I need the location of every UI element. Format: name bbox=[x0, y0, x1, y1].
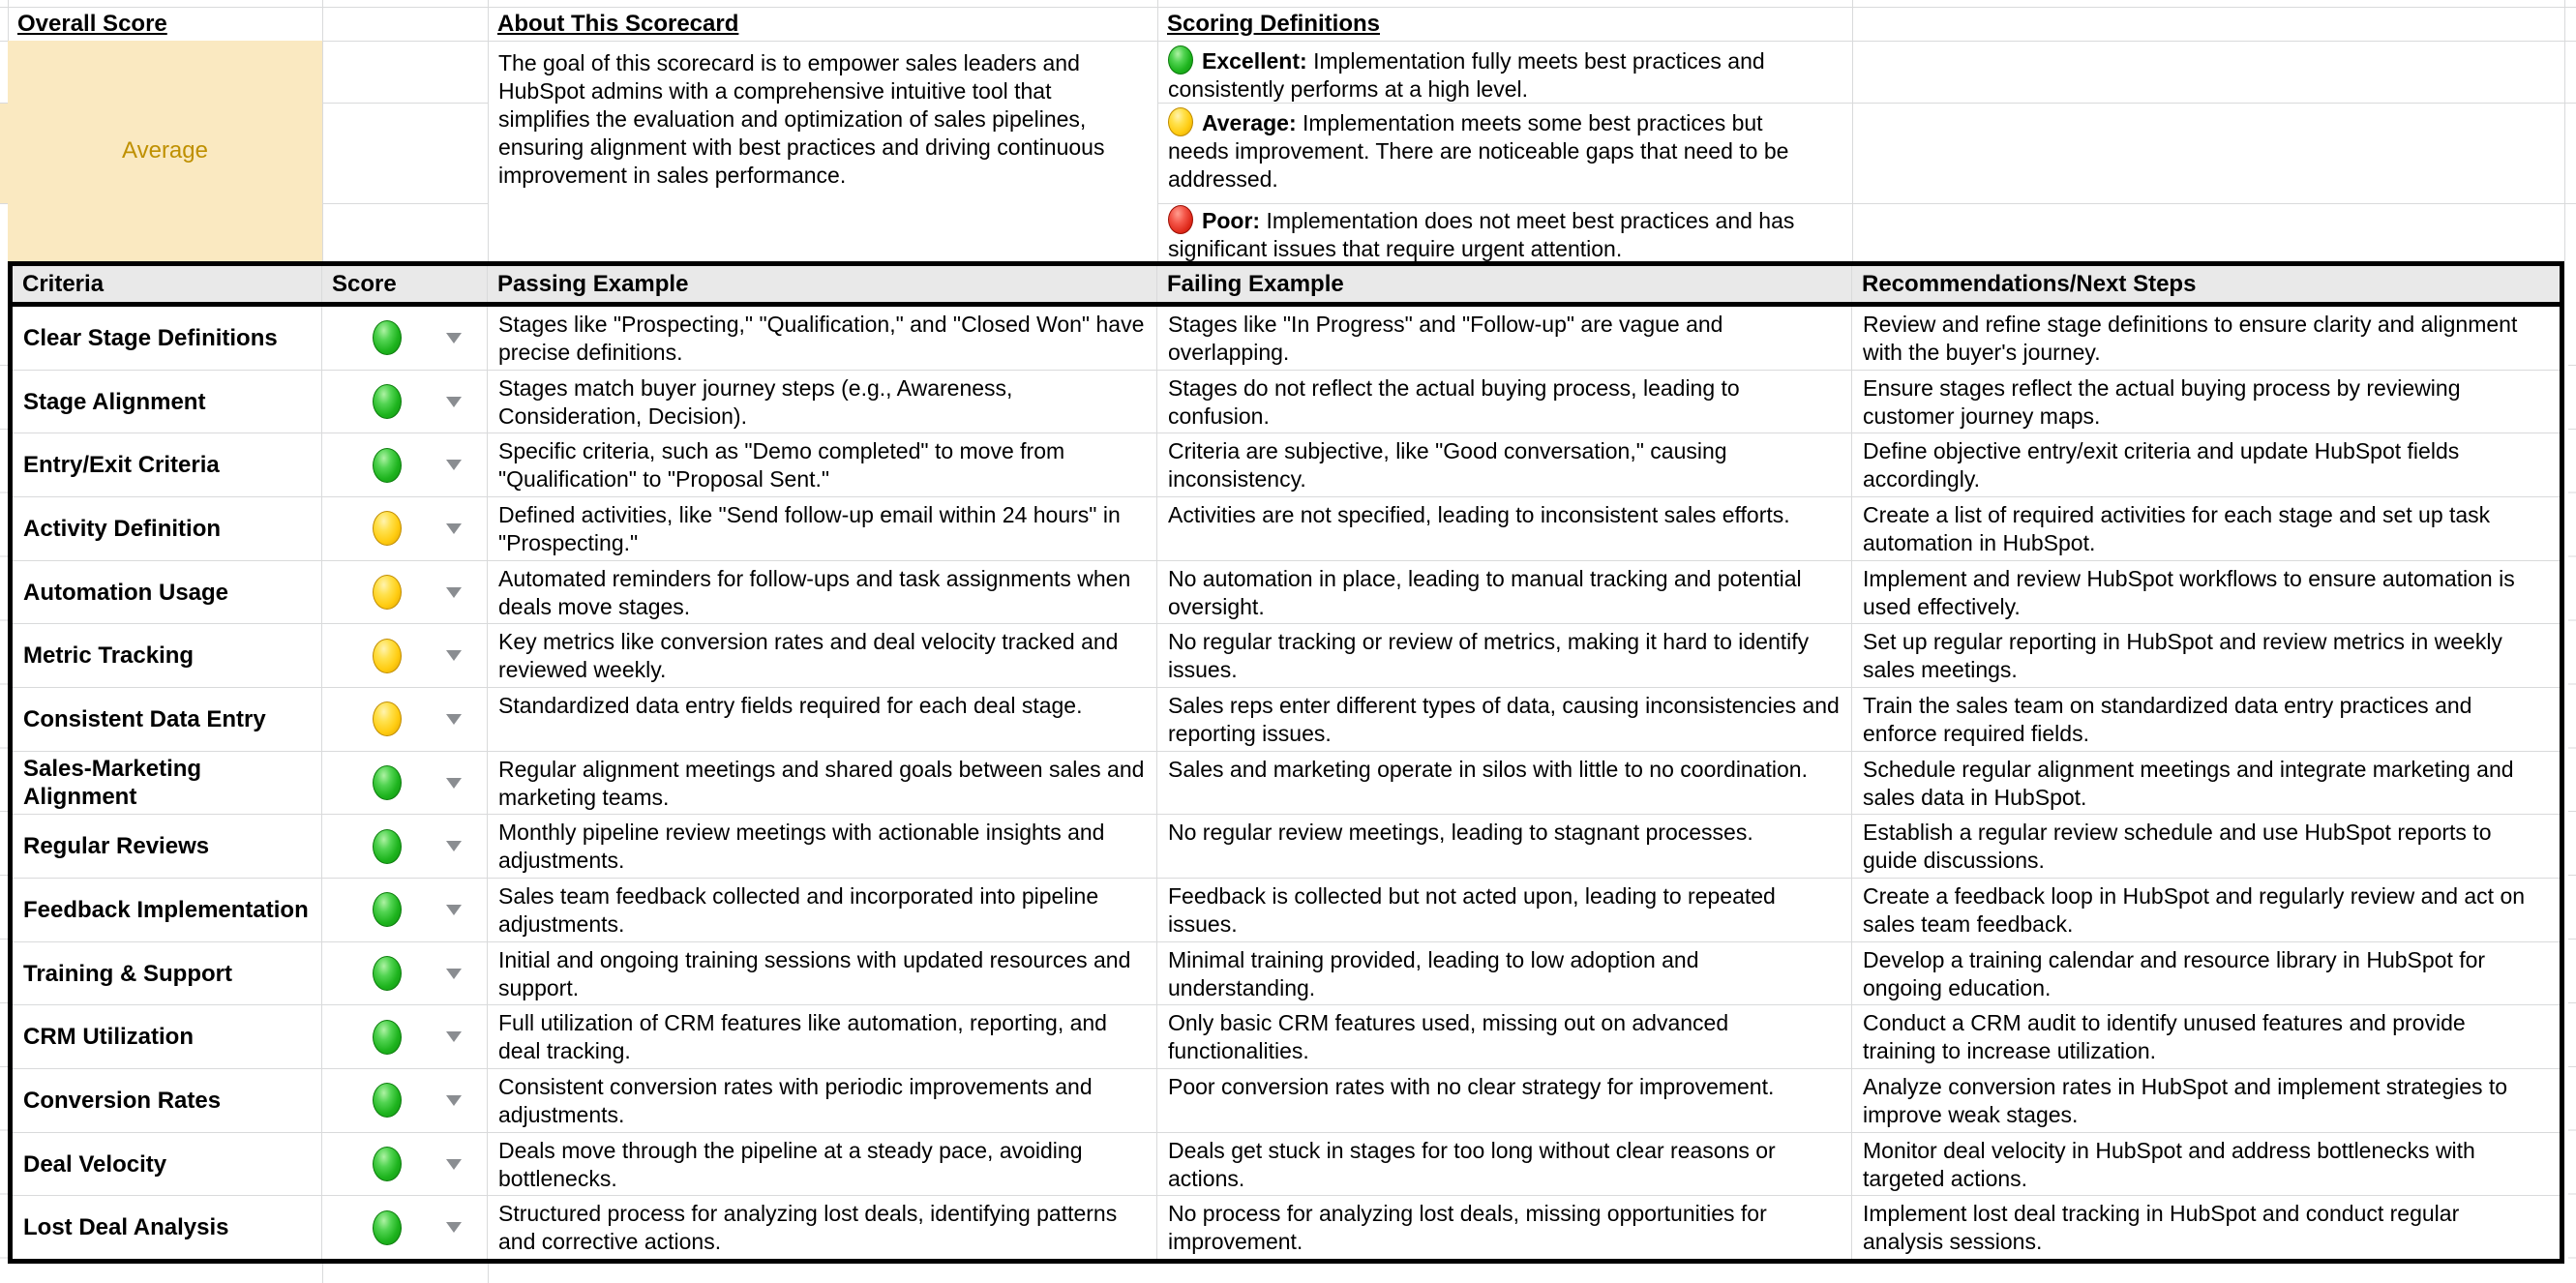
failing-example-cell: Sales and marketing operate in silos with little to no coordination. bbox=[1157, 752, 1852, 815]
score-dropdown-cell[interactable] bbox=[322, 815, 488, 878]
failing-example-cell: No regular review meetings, leading to stagnant processes. bbox=[1157, 815, 1852, 878]
level-name: Poor : bbox=[1202, 208, 1260, 233]
failing-example-cell: No automation in place, leading to manual tracking and potential oversight. bbox=[1157, 561, 1852, 624]
score-dropdown-cell[interactable] bbox=[322, 307, 488, 370]
green-score-indicator-icon bbox=[373, 892, 402, 927]
gridline bbox=[2564, 0, 2565, 261]
passing-example-cell: Specific criteria, such as "Demo completed" to move from "Qualification" to "Proposal Sent." bbox=[488, 433, 1157, 496]
yellow-score-indicator-icon bbox=[373, 639, 402, 673]
dropdown-arrow-icon[interactable] bbox=[446, 523, 462, 534]
recommendation-cell: Develop a training calendar and resource library in HubSpot for ongoing education. bbox=[1863, 946, 2486, 1000]
failing-example-cell: Deals get stuck in stages for too long without clear reasons or actions. bbox=[1157, 1133, 1852, 1196]
score-dropdown-cell[interactable] bbox=[322, 688, 488, 751]
green-score-indicator-icon bbox=[373, 1210, 402, 1245]
criteria-cell: Feedback Implementation bbox=[13, 879, 322, 941]
recommendation-cell: Conduct a CRM audit to identify unused features and provide training to increase utilization. bbox=[1863, 1010, 2466, 1064]
dropdown-arrow-icon[interactable] bbox=[446, 778, 462, 789]
passing-example-cell: Defined activities, like "Send follow-up email within 24 hours" in "Prospecting." bbox=[488, 497, 1157, 560]
level-name: Average : bbox=[1202, 110, 1297, 135]
table-row bbox=[13, 752, 2560, 816]
gridline bbox=[1852, 0, 1853, 261]
green-score-indicator-icon bbox=[373, 384, 402, 419]
criteria-cell: CRM Utilization bbox=[13, 1005, 322, 1068]
table-row bbox=[13, 815, 2560, 879]
dropdown-arrow-icon[interactable] bbox=[446, 333, 462, 343]
gridline bbox=[322, 0, 323, 261]
yellow-score-indicator-icon bbox=[373, 511, 402, 546]
table-row bbox=[13, 433, 2560, 497]
passing-example-cell: Automated reminders for follow-ups and task assignments when deals move stages. bbox=[488, 561, 1157, 624]
score-dropdown-cell[interactable] bbox=[322, 879, 488, 941]
overall-score-value-cell[interactable] bbox=[8, 41, 322, 261]
column-header-passing-example: Passing Example bbox=[488, 266, 1157, 302]
dropdown-arrow-icon[interactable] bbox=[446, 1095, 462, 1106]
dropdown-arrow-icon[interactable] bbox=[446, 969, 462, 979]
dropdown-arrow-icon[interactable] bbox=[446, 397, 462, 407]
passing-example-cell: Deals move through the pipeline at a steady pace, avoiding bottlenecks. bbox=[488, 1133, 1157, 1196]
criteria-cell: Regular Reviews bbox=[13, 815, 322, 878]
dropdown-arrow-icon[interactable] bbox=[446, 460, 462, 470]
passing-example-cell: Full utilization of CRM features like automation, reporting, and deal tracking. bbox=[488, 1005, 1157, 1068]
recommendation-cell: Train the sales team on standardized data entry practices and enforce required fields. bbox=[1863, 693, 2472, 747]
recommendation-cell: Create a feedback loop in HubSpot and regularly review and act on sales team feedback. bbox=[1863, 883, 2526, 938]
failing-example-cell: No process for analyzing lost deals, missing opportunities for improvement. bbox=[1157, 1196, 1852, 1259]
score-dropdown-cell[interactable] bbox=[322, 624, 488, 687]
failing-example-cell: Stages like "In Progress" and "Follow-up" are vague and overlapping. bbox=[1157, 307, 1852, 370]
gridline bbox=[322, 103, 488, 104]
level-description: Implementation does not meet best practices and has significant issues that require urgent attention. bbox=[1168, 208, 1795, 261]
criteria-cell: Automation Usage bbox=[13, 561, 322, 624]
green-score-indicator-icon bbox=[373, 956, 402, 991]
overall-score-edge-cell bbox=[0, 104, 8, 203]
recommendation-cell: Implement and review HubSpot workflows to ensure automation is used effectively. bbox=[1863, 565, 2515, 619]
score-dropdown-cell[interactable] bbox=[322, 433, 488, 496]
failing-example-cell: Criteria are subjective, like "Good conversation," causing inconsistency. bbox=[1157, 433, 1852, 496]
table-row bbox=[13, 1196, 2560, 1259]
failing-example-cell: No regular tracking or review of metrics, making it hard to identify issues. bbox=[1157, 624, 1852, 687]
table-row bbox=[13, 1005, 2560, 1069]
criteria-cell: Training & Support bbox=[13, 942, 322, 1005]
green-circle-icon bbox=[1168, 45, 1193, 75]
passing-example-cell: Stages match buyer journey steps (e.g., Awareness, Consideration, Decision). bbox=[488, 371, 1157, 433]
passing-example-cell: Sales team feedback collected and incorporated into pipeline adjustments. bbox=[488, 879, 1157, 941]
criteria-cell: Clear Stage Definitions bbox=[13, 307, 322, 370]
gridline bbox=[2568, 302, 2576, 1259]
yellow-score-indicator-icon bbox=[373, 701, 402, 736]
gridline bbox=[322, 1264, 323, 1283]
criteria-cell: Consistent Data Entry bbox=[13, 688, 322, 751]
column-header-score: Score bbox=[322, 266, 488, 302]
passing-example-cell: Stages like "Prospecting," "Qualification," and "Closed Won" have precise definitions. bbox=[488, 307, 1157, 370]
dropdown-arrow-icon[interactable] bbox=[446, 905, 462, 915]
criteria-cell: Sales-Marketing Alignment bbox=[13, 752, 322, 815]
scoring-level-average bbox=[1157, 103, 1852, 203]
table-rows bbox=[13, 307, 2560, 1259]
failing-example-cell: Activities are not specified, leading to inconsistent sales efforts. bbox=[1157, 497, 1852, 560]
passing-example-cell: Regular alignment meetings and shared goals between sales and marketing teams. bbox=[488, 752, 1157, 815]
criteria-cell: Lost Deal Analysis bbox=[13, 1196, 322, 1259]
table-header-row bbox=[13, 266, 2560, 307]
recommendation-cell: Ensure stages reflect the actual buying process by reviewing customer journey maps. bbox=[1863, 374, 2461, 429]
scoring-level-poor bbox=[1157, 203, 1852, 261]
passing-example-cell: Initial and ongoing training sessions with updated resources and support. bbox=[488, 942, 1157, 1005]
score-dropdown-cell[interactable] bbox=[322, 1005, 488, 1068]
yellow-circle-icon bbox=[1168, 107, 1193, 136]
table-row bbox=[13, 1133, 2560, 1197]
recommendation-cell: Create a list of required activities for each stage and set up task automation in HubSpot. bbox=[1863, 502, 2491, 556]
dropdown-arrow-icon[interactable] bbox=[446, 714, 462, 725]
column-header-criteria: Criteria bbox=[13, 266, 322, 302]
gridline bbox=[0, 302, 8, 1259]
score-dropdown-cell[interactable] bbox=[322, 371, 488, 433]
green-score-indicator-icon bbox=[373, 1083, 402, 1118]
score-dropdown-cell[interactable] bbox=[322, 1069, 488, 1132]
failing-example-cell: Poor conversion rates with no clear strategy for improvement. bbox=[1157, 1069, 1852, 1132]
failing-example-cell: Minimal training provided, leading to low adoption and understanding. bbox=[1157, 942, 1852, 1005]
overall-score-heading: Overall Score bbox=[17, 11, 167, 37]
recommendation-cell: Analyze conversion rates in HubSpot and implement strategies to improve weak stages. bbox=[1863, 1074, 2508, 1128]
recommendation-cell: Monitor deal velocity in HubSpot and address bottlenecks with targeted actions. bbox=[1863, 1137, 2475, 1191]
recommendation-cell: Implement lost deal tracking in HubSpot and conduct regular analysis sessions. bbox=[1863, 1201, 2460, 1255]
passing-example-cell: Monthly pipeline review meetings with actionable insights and adjustments. bbox=[488, 815, 1157, 878]
column-header-recommendations: Recommendations/Next Steps bbox=[1862, 270, 2197, 297]
table-row bbox=[13, 624, 2560, 688]
passing-example-cell: Key metrics like conversion rates and deal velocity tracked and reviewed weekly. bbox=[488, 624, 1157, 687]
gridline bbox=[488, 1264, 489, 1283]
dropdown-arrow-icon[interactable] bbox=[446, 1031, 462, 1042]
dropdown-arrow-icon[interactable] bbox=[446, 1222, 462, 1233]
recommendation-cell: Review and refine stage definitions to ensure clarity and alignment with the buyer's journey. bbox=[1863, 312, 2518, 365]
failing-example-cell: Feedback is collected but not acted upon, leading to repeated issues. bbox=[1157, 879, 1852, 941]
level-name: Excellent : bbox=[1202, 48, 1307, 74]
dropdown-arrow-icon[interactable] bbox=[446, 650, 462, 661]
about-heading: About This Scorecard bbox=[497, 11, 739, 37]
level-description: Implementation meets some best practices but needs improvement. There are noticeable gaps that need to be addressed. bbox=[1168, 110, 1789, 192]
failing-example-cell: Only basic CRM features used, missing out on advanced functionalities. bbox=[1157, 1005, 1852, 1068]
table-row bbox=[13, 688, 2560, 752]
scoring-definitions-heading: Scoring Definitions bbox=[1167, 11, 1381, 37]
criteria-cell: Metric Tracking bbox=[13, 624, 322, 687]
passing-example-cell: Structured process for analyzing lost deals, identifying patterns and corrective actions. bbox=[488, 1196, 1157, 1259]
passing-example-cell: Consistent conversion rates with periodic improvements and adjustments. bbox=[488, 1069, 1157, 1132]
score-dropdown-cell[interactable] bbox=[322, 752, 488, 815]
score-dropdown-cell[interactable] bbox=[322, 497, 488, 560]
score-dropdown-cell[interactable] bbox=[322, 561, 488, 624]
table-row bbox=[13, 307, 2560, 371]
criteria-cell: Stage Alignment bbox=[13, 371, 322, 433]
recommendation-cell: Schedule regular alignment meetings and integrate marketing and sales data in HubSpot. bbox=[1863, 756, 2514, 810]
score-dropdown-cell[interactable] bbox=[322, 1196, 488, 1259]
table-row bbox=[13, 1069, 2560, 1133]
gridline bbox=[322, 203, 488, 204]
green-score-indicator-icon bbox=[373, 765, 402, 800]
dropdown-arrow-icon[interactable] bbox=[446, 841, 462, 851]
table-row bbox=[13, 561, 2560, 625]
passing-example-cell: Standardized data entry fields required for each deal stage. bbox=[488, 688, 1157, 751]
green-score-indicator-icon bbox=[373, 1147, 402, 1181]
criteria-cell: Conversion Rates bbox=[13, 1069, 322, 1132]
scorecard-table bbox=[8, 261, 2564, 1264]
criteria-cell: Entry/Exit Criteria bbox=[13, 433, 322, 496]
about-text: The goal of this scorecard is to empower sales leaders and HubSpot admins with a comprehensive intuitive tool that simplifies the evaluation and optimization of sales pipelines, ensuring alignment with best practices and driving continuous improvement in sales performance. bbox=[498, 50, 1105, 188]
table-row bbox=[13, 371, 2560, 434]
failing-example-cell: Sales reps enter different types of data, causing inconsistencies and reporting issues. bbox=[1157, 688, 1852, 751]
green-score-indicator-icon bbox=[373, 1020, 402, 1055]
gridline bbox=[0, 203, 8, 204]
red-circle-icon bbox=[1168, 205, 1193, 234]
level-description: Implementation fully meets best practices and consistently performs at a high level. bbox=[1168, 48, 1765, 102]
green-score-indicator-icon bbox=[373, 829, 402, 864]
failing-example-cell: Stages do not reflect the actual buying process, leading to confusion. bbox=[1157, 371, 1852, 433]
recommendation-cell: Establish a regular review schedule and use HubSpot reports to guide discussions. bbox=[1863, 820, 2492, 874]
dropdown-arrow-icon[interactable] bbox=[446, 1159, 462, 1170]
table-row bbox=[13, 942, 2560, 1006]
criteria-cell: Activity Definition bbox=[13, 497, 322, 560]
column-header-failing-example: Failing Example bbox=[1157, 266, 1852, 302]
scoring-level-excellent bbox=[1157, 41, 1852, 103]
yellow-score-indicator-icon bbox=[373, 575, 402, 610]
score-dropdown-cell[interactable] bbox=[322, 1133, 488, 1196]
green-score-indicator-icon bbox=[373, 448, 402, 483]
score-dropdown-cell[interactable] bbox=[322, 942, 488, 1005]
green-score-indicator-icon bbox=[373, 320, 402, 355]
table-row bbox=[13, 879, 2560, 942]
criteria-cell: Deal Velocity bbox=[13, 1133, 322, 1196]
recommendation-cell: Set up regular reporting in HubSpot and review metrics in weekly sales meetings. bbox=[1863, 629, 2502, 683]
recommendation-cell: Define objective entry/exit criteria and update HubSpot fields accordingly. bbox=[1863, 438, 2460, 492]
table-row bbox=[13, 497, 2560, 561]
overall-score-value: Average bbox=[122, 137, 208, 164]
dropdown-arrow-icon[interactable] bbox=[446, 587, 462, 598]
